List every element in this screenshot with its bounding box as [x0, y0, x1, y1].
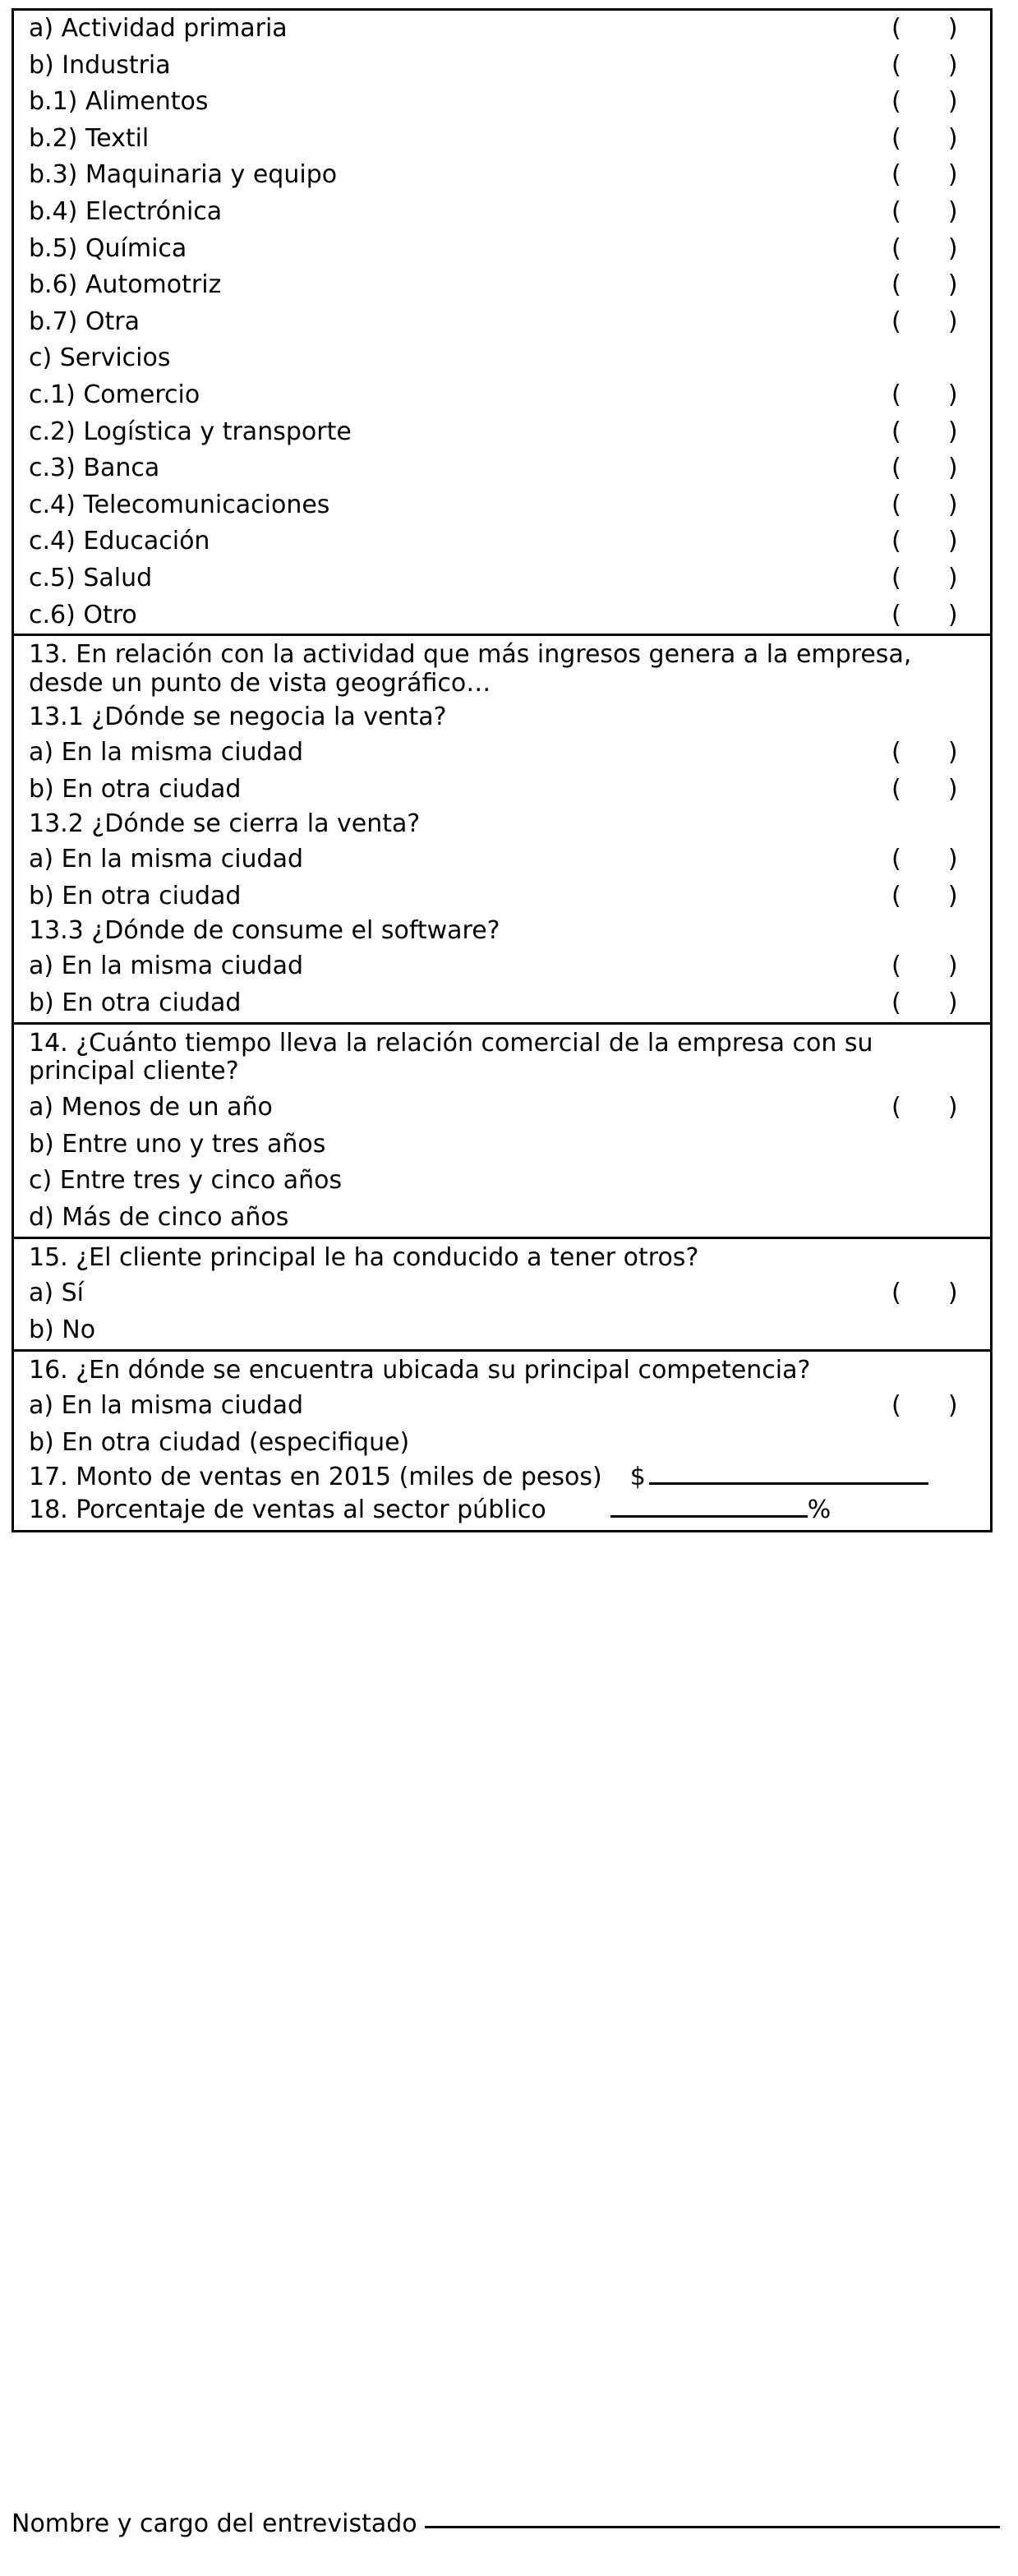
question-15-text: 15. ¿El cliente principal le ha conducido a tener otros?: [29, 1242, 699, 1272]
question-18-input[interactable]: [610, 1515, 808, 1518]
option-row[interactable]: [14, 878, 990, 915]
option-row[interactable]: [14, 304, 990, 341]
option-label: c.4) Educación: [29, 527, 210, 556]
option-label: b.3) Maquinaria y equipo: [29, 160, 338, 190]
option-paren[interactable]: ( ): [891, 600, 958, 629]
option-row[interactable]: [14, 1127, 990, 1164]
option-paren[interactable]: ( ): [891, 490, 958, 519]
option-paren[interactable]: ( ): [891, 882, 958, 911]
question-13-2-text: 13.2 ¿Dónde se cierra la venta?: [29, 809, 421, 838]
question-13-text: 13. En relación con la actividad que más ingresos genera a la empresa, desde un punto de vista geográfico…: [29, 640, 912, 698]
option-paren[interactable]: ( ): [891, 454, 958, 483]
option-paren[interactable]: ( ): [891, 1093, 958, 1122]
question-16-18-block: [12, 1352, 993, 1533]
option-row[interactable]: [14, 450, 990, 487]
option-row[interactable]: [14, 231, 990, 268]
question-18-label: 18. Porcentaje de ventas al sector público: [29, 1495, 546, 1525]
option-label: b.5) Química: [29, 233, 187, 263]
option-label: a) En la misma ciudad: [29, 738, 304, 767]
option-row[interactable]: [14, 1200, 990, 1237]
activity-sector-options: [12, 8, 993, 636]
option-paren[interactable]: ( ): [891, 123, 958, 153]
question-17-input[interactable]: [649, 1482, 928, 1485]
interviewee-name-row[interactable]: [12, 2510, 993, 2539]
option-label: b) Industria: [29, 50, 171, 80]
option-paren[interactable]: ( ): [891, 270, 958, 300]
option-row[interactable]: [14, 1163, 990, 1200]
option-paren[interactable]: ( ): [891, 1391, 958, 1421]
option-paren[interactable]: ( ): [891, 50, 958, 80]
option-label: a) Menos de un año: [29, 1093, 273, 1122]
question-14-text: 14. ¿Cuánto tiempo lleva la relación comercial de la empresa con su principal cliente?: [29, 1028, 873, 1086]
option-paren[interactable]: ( ): [891, 306, 958, 336]
question-16-text: 16. ¿En dónde se encuentra ubicada su principal competencia?: [29, 1355, 811, 1385]
option-label: a) En la misma ciudad: [29, 1391, 304, 1421]
option-label: c.6) Otro: [29, 600, 137, 629]
question-13-block: [12, 636, 993, 1025]
option-label: b.2) Textil: [29, 123, 150, 153]
option-label: b) En otra ciudad: [29, 775, 242, 804]
option-row[interactable]: [14, 1388, 990, 1425]
option-paren[interactable]: ( ): [891, 527, 958, 556]
option-row[interactable]: [14, 194, 990, 231]
option-paren[interactable]: ( ): [891, 1279, 958, 1308]
option-label: c.3) Banca: [29, 454, 160, 483]
option-row[interactable]: [14, 1090, 990, 1127]
interviewee-name-input[interactable]: [425, 2526, 1000, 2528]
option-label: c.4) Telecomunicaciones: [29, 490, 330, 519]
option-row[interactable]: [14, 523, 990, 560]
option-row[interactable]: [14, 841, 990, 878]
option-row[interactable]: [14, 735, 990, 772]
option-paren[interactable]: ( ): [891, 988, 958, 1018]
option-paren[interactable]: ( ): [891, 14, 958, 43]
option-paren[interactable]: ( ): [891, 563, 958, 592]
option-paren[interactable]: ( ): [891, 417, 958, 446]
option-paren[interactable]: ( ): [891, 845, 958, 874]
option-paren[interactable]: ( ): [891, 775, 958, 804]
questionnaire-form: [12, 8, 993, 1532]
option-label: b.4) Electrónica: [29, 196, 223, 226]
question-18-row[interactable]: [14, 1495, 990, 1528]
option-label: c.1) Comercio: [29, 380, 200, 409]
option-paren[interactable]: ( ): [891, 160, 958, 190]
option-row[interactable]: [14, 377, 990, 414]
option-row[interactable]: [14, 948, 990, 985]
option-label: b) No: [29, 1316, 96, 1344]
question-14-block: [12, 1025, 993, 1239]
option-row[interactable]: [14, 48, 990, 85]
option-row[interactable]: [14, 487, 990, 524]
option-label: b.6) Automotriz: [29, 270, 222, 300]
option-label: b.1) Alimentos: [29, 87, 209, 117]
question-13-1-text: 13.1 ¿Dónde se negocia la venta?: [29, 702, 447, 731]
option-label: c) Entre tres y cinco años: [29, 1166, 343, 1196]
option-label: b) En otra ciudad (especifique): [29, 1427, 410, 1457]
option-label: a) Actividad primaria: [29, 14, 288, 43]
option-label: c.2) Logística y transporte: [29, 417, 352, 446]
option-label: a) Sí: [29, 1279, 85, 1308]
option-row[interactable]: [14, 84, 990, 121]
option-paren[interactable]: ( ): [891, 87, 958, 117]
option-row[interactable]: [14, 157, 990, 194]
option-label: b) En otra ciudad: [29, 988, 242, 1018]
option-paren[interactable]: ( ): [891, 738, 958, 767]
question-17-label: 17. Monto de ventas en 2015 (miles de pesos): [29, 1462, 602, 1491]
option-paren[interactable]: ( ): [891, 196, 958, 226]
option-paren[interactable]: ( ): [891, 952, 958, 981]
option-label: a) En la misma ciudad: [29, 845, 304, 874]
question-17-row[interactable]: [14, 1462, 990, 1495]
question-13-3-text: 13.3 ¿Dónde de consume el software?: [29, 915, 500, 945]
option-row[interactable]: [14, 985, 990, 1022]
percent-symbol: %: [807, 1495, 831, 1525]
option-label: d) Más de cinco años: [29, 1203, 289, 1233]
option-label: b) En otra ciudad: [29, 882, 242, 911]
option-row[interactable]: [14, 560, 990, 597]
option-label: a) En la misma ciudad: [29, 952, 304, 981]
option-row[interactable]: [14, 1275, 990, 1312]
option-paren[interactable]: ( ): [891, 380, 958, 409]
option-label: c.5) Salud: [29, 563, 153, 592]
option-paren[interactable]: ( ): [891, 233, 958, 263]
interviewee-name-label: Nombre y cargo del entrevistado: [12, 2509, 417, 2538]
option-row[interactable]: [14, 121, 990, 158]
option-row[interactable]: [14, 414, 990, 451]
option-row[interactable]: [14, 597, 990, 634]
currency-symbol: $: [629, 1462, 646, 1491]
question-15-block: [12, 1239, 993, 1352]
option-label: c) Servicios: [29, 343, 171, 373]
option-row[interactable]: [14, 340, 990, 377]
option-row[interactable]: [14, 267, 990, 304]
option-row[interactable]: [14, 1425, 990, 1462]
option-row[interactable]: [14, 772, 990, 809]
option-row[interactable]: [14, 11, 990, 48]
option-label: b) Entre uno y tres años: [29, 1129, 326, 1159]
option-row[interactable]: [14, 1312, 990, 1349]
option-label: b.7) Otra: [29, 306, 140, 336]
spacer: [14, 1528, 990, 1530]
